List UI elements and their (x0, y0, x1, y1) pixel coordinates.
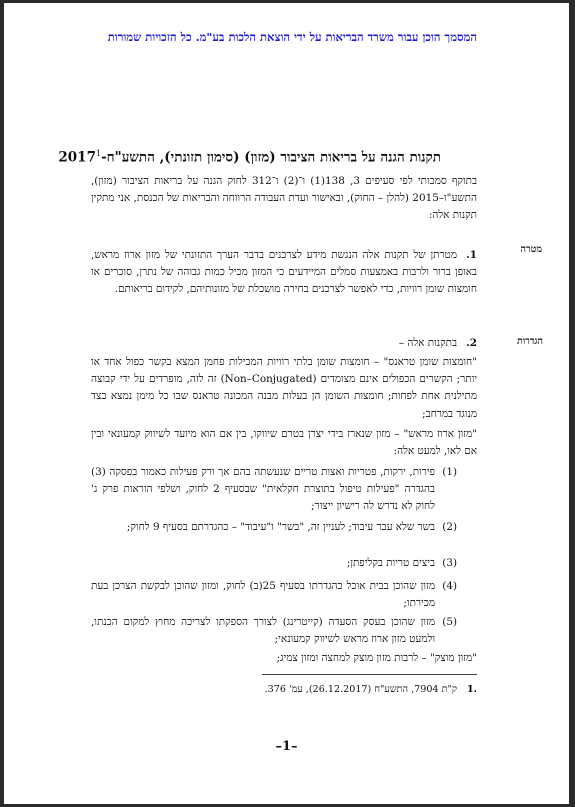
item-text: מזון שהוכן בעסק הסעדה (קייטרינג) לצורך הספקתו לצריכה מחוץ למקום הכנתו, ולמעט מזון ארוז מראש לשיווק קמעונאי; (91, 616, 435, 645)
title-footnote-mark: 1 (95, 149, 102, 158)
item-text: מזון שהוכן בבית אוכל כהגדרתו בסעיף 25(ב) לחוק, ומזון שהוכן לבקשת הצרכן בעת מכירתו; (91, 580, 435, 609)
title-text: תקנות הגנה על בריאות הציבור (מזון) (סימון תזונתי), התשע"ח-2017 (58, 149, 441, 166)
definition-trans-fat: "חומצות שומן טראנס" – חומצות שומן בלתי רוויות המכילות פחמן המצא בקשר כפול אחד או יותר; הקשרים הכפולים אינם מצומדים (Non–Conjugated) זה לזה, מופרדים על ידי קבוצה מתילנית אחת לפחות; חומצות השומן הן בעלות מבנה המכונה טראנס שבו כל מימן נמצא בצד מנוגד במרחב; (91, 356, 477, 420)
list-item (91, 578, 457, 612)
page-number: –1– (275, 739, 298, 754)
section-2-text: בתקנות אלה – (398, 337, 457, 349)
section-1-text: מטרתן של תקנות אלה הנגשת מידע לצרכנים בדבר הערך התזונתי של מזון ארוז מראש, באופן ברור ולרבות באמצעות סמלים המיידעים כי המזון מכיל כמות גבוהה של נתרן, סוכרים או חומצות שומן רוויות, כדי לאפשר לצרכנים בחירה מושכלת של מזונותיהם, לקידום בריאותם. (91, 249, 477, 296)
item-text: ביצים טריות בקליפתן; (346, 557, 435, 569)
preamble: בתוקף סמכותי לפי סעיפים 3, 138(1) ו־(2) ו־312 לחוק הגנה על בריאות הציבור (מזון), התשע"ו–2015 (להלן – החוק), ובאישור ועדת העבודה הרווחה והבריאות של הכנסת, אני מתקין תקנות אלה: (91, 175, 477, 222)
document-page (4, 3, 569, 804)
list-item (91, 464, 457, 516)
item-text: פירות, ירקות, פטריות ואצות טריים שנעשתה בהם אך ורק פעילות כאמור בפסקה (3) בהגדרה "פעילות טיפול בתוצרת חקלאית" שבסעיף 2 לחוק, ושלפי הוראות פרק ג' לחוק לא נדרש לה רישיון ייצור; (91, 466, 435, 512)
footnote-divider (262, 674, 477, 675)
document-title (58, 149, 441, 166)
section-2-number: 2. (466, 337, 477, 349)
item-number: (3) (442, 557, 457, 569)
section-1-number: 1. (466, 249, 477, 261)
item-number: (1) (442, 466, 457, 478)
list-item (91, 555, 457, 573)
section-2-side-label: הגדרות (516, 336, 543, 347)
item-text: בשר שלא עבר עיבוד; לעניין זה, "בשר" ו"עיבוד" – כהגדרתם בסעיף 9 לחוק; (126, 521, 435, 533)
copyright-header: המסמך הוכן עבור משרד הבריאות על ידי הוצאת הלכות בע"מ. כל הזכויות שמורות (107, 30, 477, 44)
item-number: (4) (442, 580, 457, 592)
footnote-number: 1. (466, 684, 477, 695)
footnote-text: ק"ת 7904, התשע"ח (26.12.2017), עמ' 376. (264, 684, 457, 695)
list-item (91, 614, 457, 648)
list-item (91, 519, 457, 553)
definition-solid-food: "מזון מוצק" – לרבות מזון מוצק למחצה ומזון צמיג; (276, 652, 477, 664)
item-number: (5) (442, 616, 457, 628)
section-1-side-label: מטרה (520, 244, 542, 255)
definition-prepacked-food: "מזון ארוז מראש" – מזון שנארז בידי יצרן בטרם שיווקו, בין אם הוא מיועד לשיווק קמעונאי ובין אם לאו, למעט אלה: (91, 428, 477, 458)
item-number: (2) (442, 521, 457, 533)
